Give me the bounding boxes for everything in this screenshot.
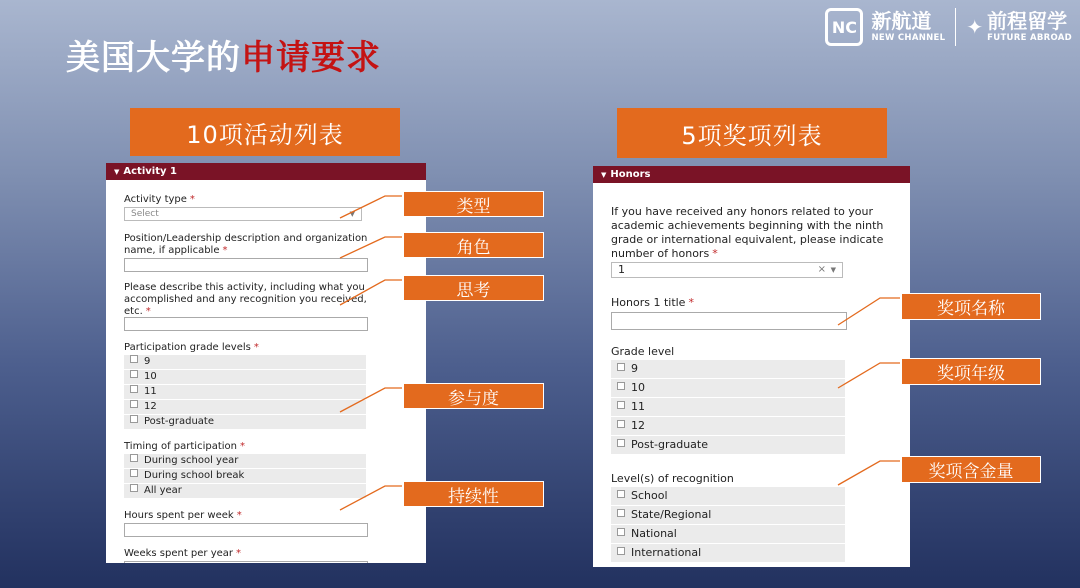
- honor-grade-option-11[interactable]: 11: [611, 398, 845, 416]
- tag-engagement: 参与度: [403, 383, 544, 409]
- chevron-down-icon: ▼: [349, 210, 355, 218]
- tag-role: 角色: [403, 232, 544, 258]
- connector-thinking: [340, 280, 402, 305]
- activity-panel-title: Activity 1: [123, 166, 177, 177]
- recognition-option-international[interactable]: International: [611, 544, 845, 562]
- connector-engagement: [340, 388, 402, 412]
- tag-award-value: 奖项含金量: [901, 456, 1041, 483]
- describe-label: Please describe this activity, including what you accomplished and any recognition you received, etc. *: [124, 282, 367, 317]
- tag-award-name: 奖项名称: [901, 293, 1041, 320]
- honors-count-select[interactable]: 1 × ▼: [611, 262, 843, 278]
- sub-brand-en: FUTURE ABROAD: [987, 33, 1072, 44]
- activity-type-label: Activity type *: [124, 194, 195, 205]
- recognition-option-state-regional[interactable]: State/Regional: [611, 506, 845, 524]
- recognition-option-national[interactable]: National: [611, 525, 845, 543]
- connector-award-value: [838, 461, 900, 485]
- tag-thinking: 思考: [403, 275, 544, 301]
- honor-grade-option-10[interactable]: 10: [611, 379, 845, 397]
- title-black-part: 美国大学的: [66, 38, 241, 78]
- timing-option-all-year[interactable]: All year: [124, 484, 366, 498]
- grade-option-9[interactable]: 9: [124, 355, 366, 369]
- participation-grade-label: Participation grade levels *: [124, 342, 259, 353]
- activity-type-select[interactable]: Select ▼: [124, 207, 362, 221]
- star-icon: ✦: [966, 15, 984, 39]
- grade-option-11[interactable]: 11: [124, 385, 366, 399]
- honor-grade-option-12[interactable]: 12: [611, 417, 845, 435]
- connector-role: [340, 237, 402, 258]
- nc-logo-icon: NC: [825, 8, 863, 46]
- connector-type: [340, 196, 402, 218]
- hours-label: Hours spent per week *: [124, 510, 242, 521]
- collapse-triangle-icon[interactable]: ▼: [601, 171, 607, 179]
- honor-grade-option-9[interactable]: 9: [611, 360, 845, 378]
- recognition-label: Level(s) of recognition: [611, 472, 734, 485]
- connector-award-grade: [838, 363, 900, 388]
- grade-option-post-graduate[interactable]: Post-graduate: [124, 415, 366, 429]
- timing-option-school-year[interactable]: During school year: [124, 454, 366, 468]
- tag-type: 类型: [403, 191, 544, 217]
- tag-award-grade: 奖项年级: [901, 358, 1041, 385]
- sub-brand-cn: 前程留学: [987, 9, 1068, 34]
- brand-en-name: NEW CHANNEL: [871, 33, 946, 44]
- grade-option-10[interactable]: 10: [124, 370, 366, 384]
- title-red-part: 申请要求: [241, 38, 381, 78]
- honors-intro-text: If you have received any honors related to your academic achievements beginning with the ninth grade or international equivalent, please indicate number of honors *: [611, 205, 884, 260]
- timing-label: Timing of participation *: [124, 441, 245, 452]
- honor-grade-label: Grade level: [611, 345, 675, 358]
- honors-list-header: 5项奖项列表: [617, 108, 887, 158]
- grade-option-12[interactable]: 12: [124, 400, 366, 414]
- chevron-down-icon: ▼: [830, 266, 836, 274]
- honors-panel-title: Honors: [610, 169, 651, 180]
- brand-cn-name: 新航道: [871, 9, 932, 34]
- activity-list-header: 10项活动列表: [130, 108, 400, 156]
- honor-title-label: Honors 1 title *: [611, 296, 694, 309]
- position-label: Position/Leadership description and organization name, if applicable *: [124, 233, 368, 256]
- clear-icon[interactable]: ×: [817, 264, 826, 275]
- weeks-label: Weeks spent per year *: [124, 548, 242, 559]
- collapse-triangle-icon[interactable]: ▼: [114, 168, 120, 176]
- honor-grade-option-post-graduate[interactable]: Post-graduate: [611, 436, 845, 454]
- connector-duration: [340, 486, 402, 510]
- connector-award-name: [838, 298, 900, 325]
- tag-duration: 持续性: [403, 481, 544, 507]
- recognition-option-school[interactable]: School: [611, 487, 845, 505]
- timing-option-school-break[interactable]: During school break: [124, 469, 366, 483]
